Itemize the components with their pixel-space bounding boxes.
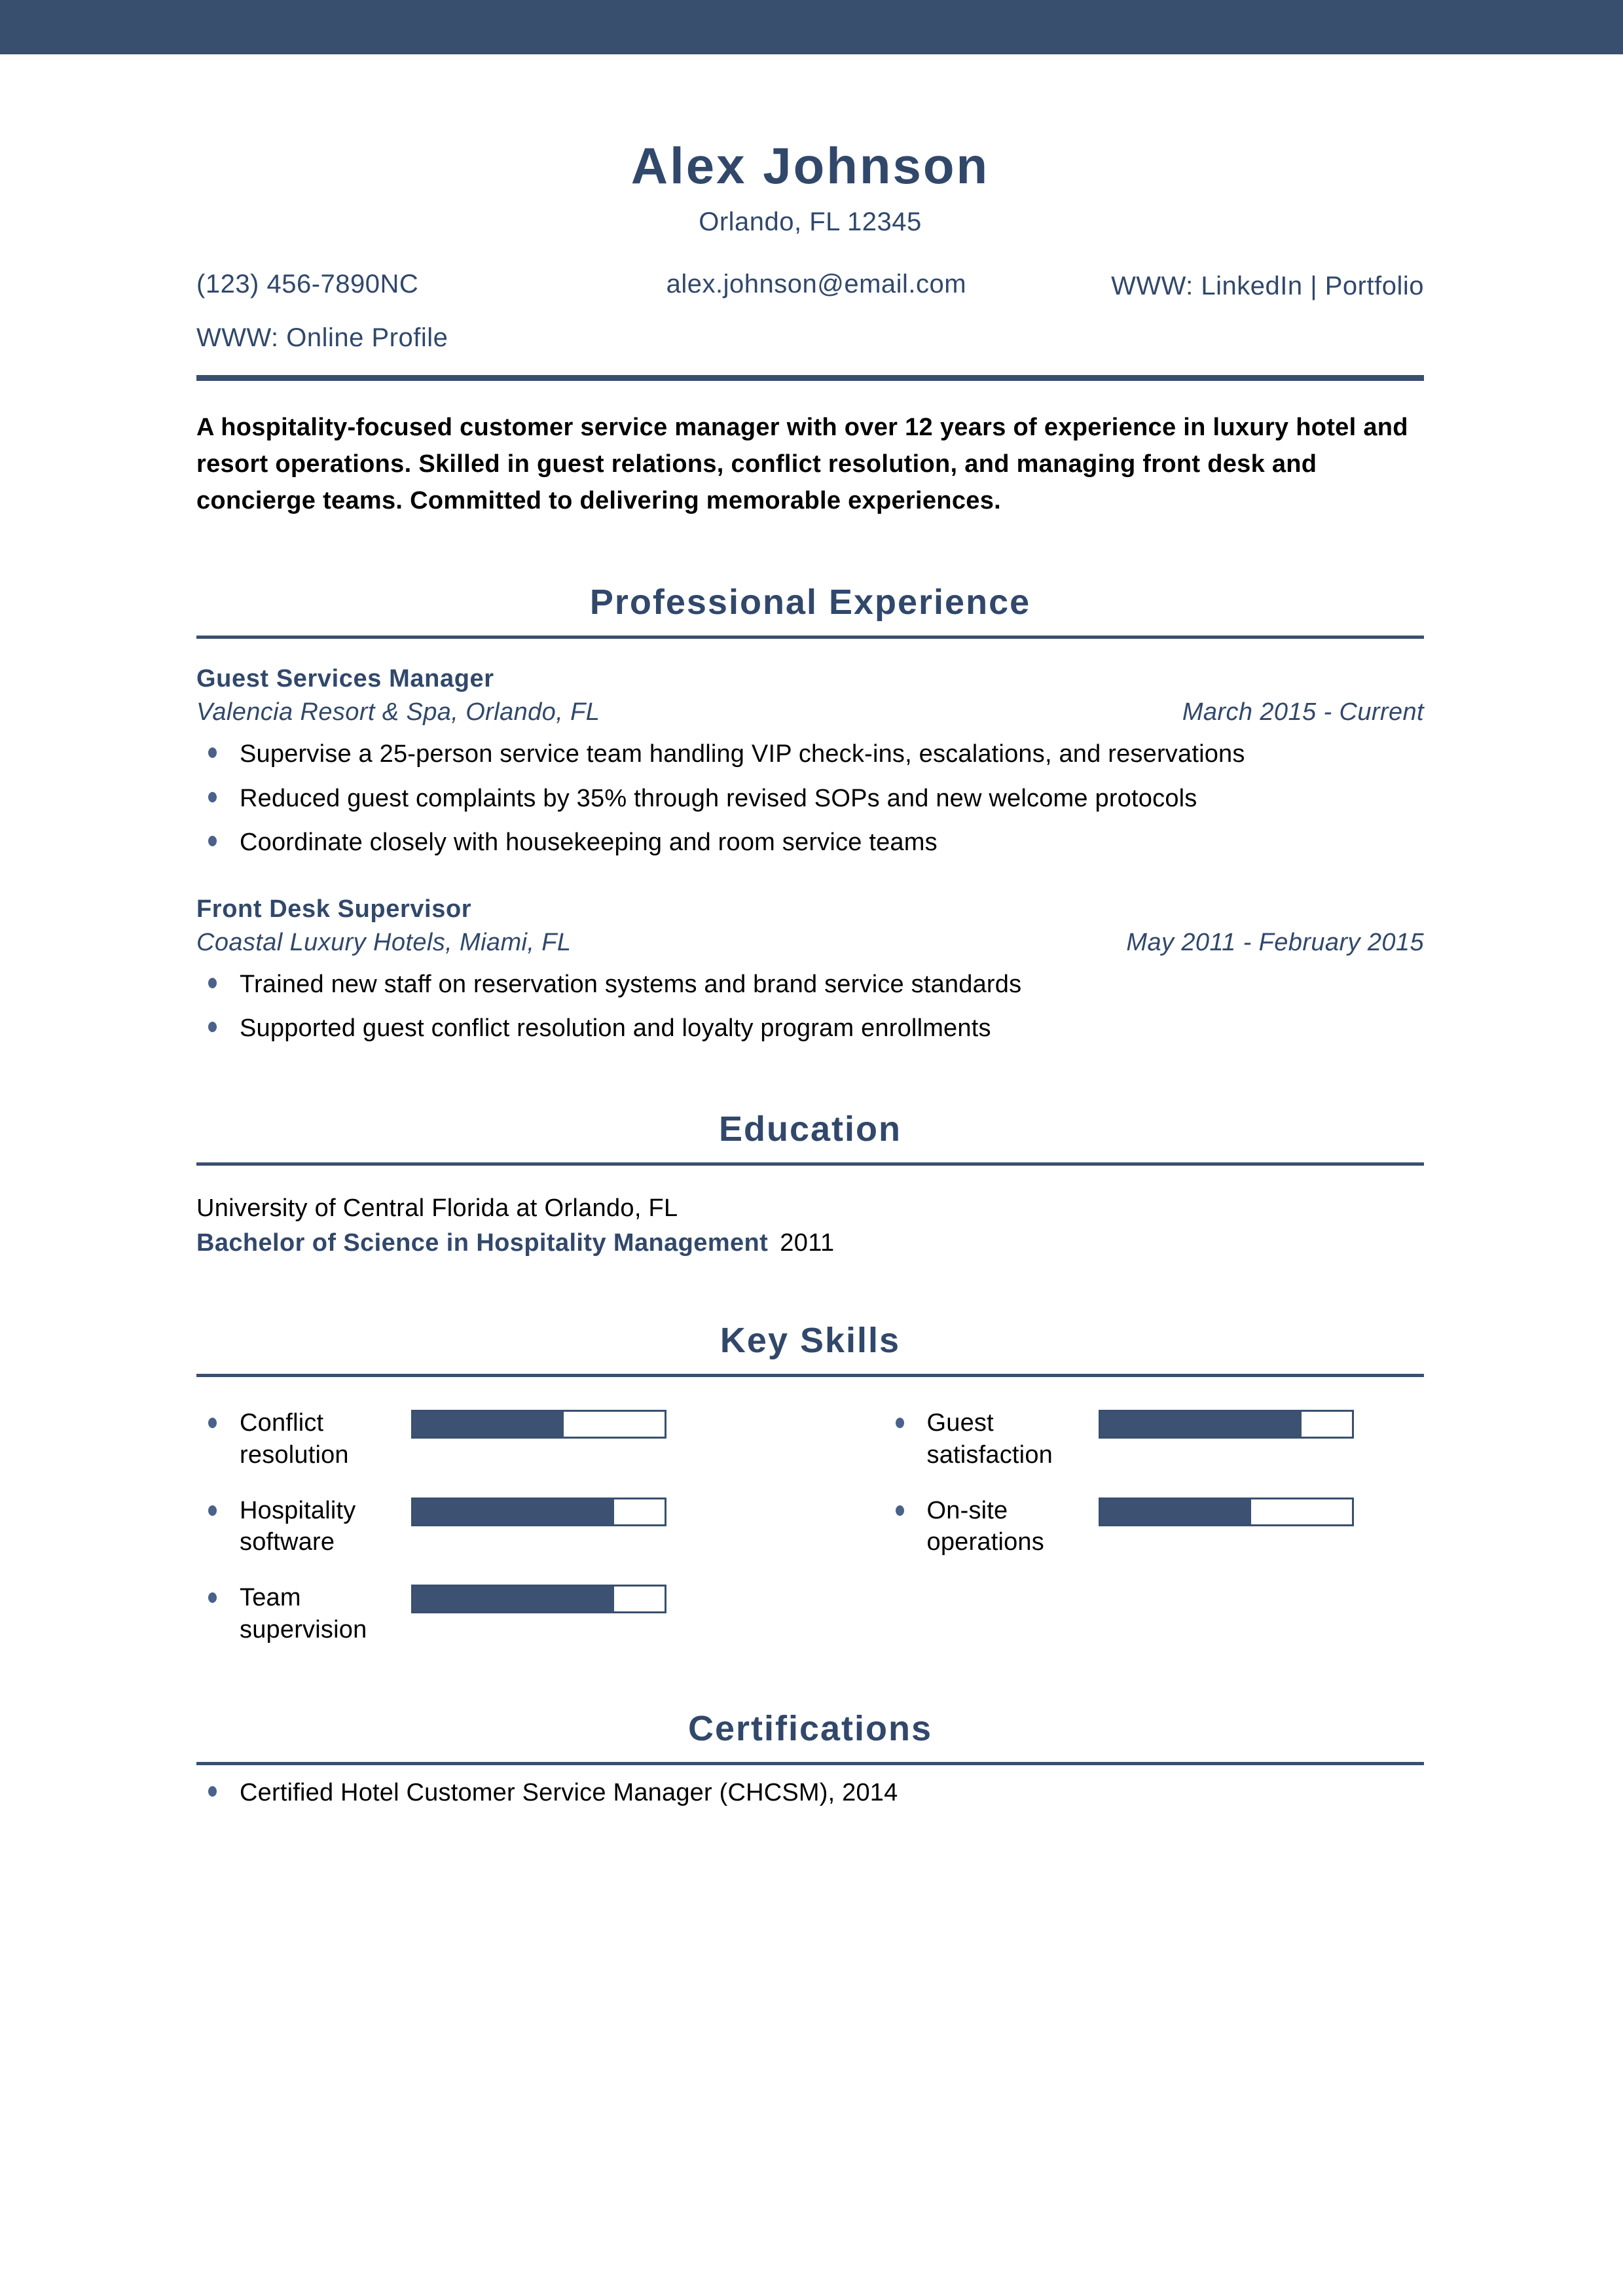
- professional-summary: A hospitality-focused customer service manager with over 12 years of experience in luxury hotel and resort operations. Skilled in guest relations, conflict resolution, and managing front desk and concierge teams. Committed to delivering memorable experiences.: [196, 413, 1408, 514]
- section-divider-experience: [196, 636, 1424, 639]
- contact-row: [196, 270, 1424, 302]
- skill-level-fill: [413, 1587, 614, 1611]
- certification-text: Certified Hotel Customer Service Manager (CHCSM), 2014: [240, 1779, 898, 1807]
- contact-phone[interactable]: (123) 456-7890NC: [196, 269, 419, 298]
- education-year: 2011: [780, 1229, 835, 1257]
- candidate-name: Alex Johnson: [630, 137, 990, 194]
- section-professional-experience: [196, 582, 1424, 1046]
- skill-level-bar: [1099, 1498, 1354, 1526]
- job-dates: May 2011 - February 2015: [1126, 929, 1424, 957]
- job-bullet-text: Supported guest conflict resolution and loyalty program enrollments: [240, 1014, 991, 1043]
- job-bullet-text: Coordinate closely with housekeeping and room service teams: [240, 828, 938, 856]
- resume-header: [196, 54, 1424, 353]
- header-divider: [196, 375, 1424, 381]
- skill-row: [884, 1407, 1425, 1471]
- job-employer: Coastal Luxury Hotels, Miami, FL: [196, 929, 572, 957]
- skills-column-left: [196, 1407, 811, 1645]
- section-title-education: Education: [718, 1109, 902, 1149]
- bullet-dot-icon: [896, 1505, 904, 1516]
- skill-row: [196, 1495, 811, 1558]
- top-decorative-band: [0, 0, 1623, 54]
- contact-email[interactable]: alex.johnson@email.com: [666, 269, 967, 298]
- section-divider-education: [196, 1162, 1424, 1166]
- section-certifications: [196, 1708, 1424, 1810]
- skill-level-fill: [413, 1412, 564, 1437]
- contact-online-profile[interactable]: WWW: Online Profile: [196, 323, 448, 352]
- skill-level-bar: [1099, 1410, 1354, 1439]
- skill-row: [196, 1407, 811, 1471]
- bullet-dot-icon: [208, 1022, 217, 1032]
- skill-label: Guest satisfaction: [926, 1409, 1053, 1469]
- skill-row: [196, 1582, 811, 1645]
- bullet-dot-icon: [208, 1505, 217, 1516]
- skills-grid: [196, 1407, 1424, 1645]
- job-bullet-list: [196, 967, 1424, 1046]
- section-title-certifications: Certifications: [687, 1709, 933, 1749]
- job-bullet-text: Reduced guest complaints by 35% through revised SOPs and new welcome protocols: [240, 784, 1197, 812]
- job-dates: March 2015 - Current: [1182, 698, 1424, 726]
- skill-level-bar: [411, 1410, 666, 1439]
- skill-label: Team supervision: [240, 1583, 367, 1643]
- skills-column-right: [811, 1407, 1425, 1645]
- job-bullet: [196, 967, 1424, 1002]
- bullet-dot-icon: [896, 1418, 904, 1428]
- job-bullet-text: Supervise a 25-person service team handling VIP check-ins, escalations, and reservations: [240, 740, 1245, 768]
- job-title: Front Desk Supervisor: [196, 895, 472, 924]
- candidate-address: Orlando, FL 12345: [699, 207, 922, 236]
- job-bullet: [196, 737, 1424, 772]
- resume-page: [0, 54, 1623, 1810]
- bullet-dot-icon: [208, 1786, 217, 1797]
- section-education: [196, 1109, 1424, 1257]
- skill-label: Conflict resolution: [240, 1409, 349, 1469]
- bullet-dot-icon: [208, 1418, 217, 1428]
- job-meta: [196, 929, 1424, 957]
- section-title-experience: Professional Experience: [589, 583, 1031, 622]
- job-bullet-text: Trained new staff on reservation systems and brand service standards: [240, 971, 1022, 999]
- skill-label: Hospitality software: [240, 1496, 356, 1556]
- experience-entry: [196, 895, 1424, 1046]
- bullet-dot-icon: [208, 978, 217, 988]
- skill-level-bar: [411, 1498, 666, 1526]
- bullet-dot-icon: [208, 1592, 217, 1603]
- experience-entry: [196, 665, 1424, 860]
- job-meta: [196, 698, 1424, 726]
- section-title-key-skills: Key Skills: [720, 1321, 901, 1361]
- bullet-dot-icon: [208, 836, 217, 846]
- education-degree-line: [196, 1229, 1424, 1257]
- certification-list: [196, 1776, 1424, 1810]
- skill-label: On-site operations: [926, 1496, 1044, 1556]
- education-school: University of Central Florida at Orlando, FL: [196, 1194, 678, 1223]
- job-title: Guest Services Manager: [196, 665, 494, 693]
- education-entry: [196, 1194, 1424, 1257]
- job-bullet: [196, 825, 1424, 860]
- section-divider-certifications: [196, 1762, 1424, 1765]
- skill-level-fill: [1101, 1412, 1302, 1437]
- job-bullet-list: [196, 737, 1424, 860]
- job-employer: Valencia Resort & Spa, Orlando, FL: [196, 698, 600, 726]
- skill-level-fill: [413, 1499, 614, 1524]
- section-key-skills: [196, 1320, 1424, 1645]
- bullet-dot-icon: [208, 792, 217, 802]
- certification-item: [196, 1776, 1424, 1810]
- section-divider-key-skills: [196, 1374, 1424, 1377]
- job-bullet: [196, 781, 1424, 816]
- contact-web-links[interactable]: WWW: LinkedIn | Portfolio: [1111, 271, 1424, 300]
- job-bullet: [196, 1011, 1424, 1046]
- bullet-dot-icon: [208, 747, 217, 758]
- skill-row: [884, 1495, 1425, 1558]
- education-degree: Bachelor of Science in Hospitality Management: [196, 1229, 769, 1257]
- skill-level-fill: [1101, 1499, 1251, 1524]
- skill-level-bar: [411, 1585, 666, 1613]
